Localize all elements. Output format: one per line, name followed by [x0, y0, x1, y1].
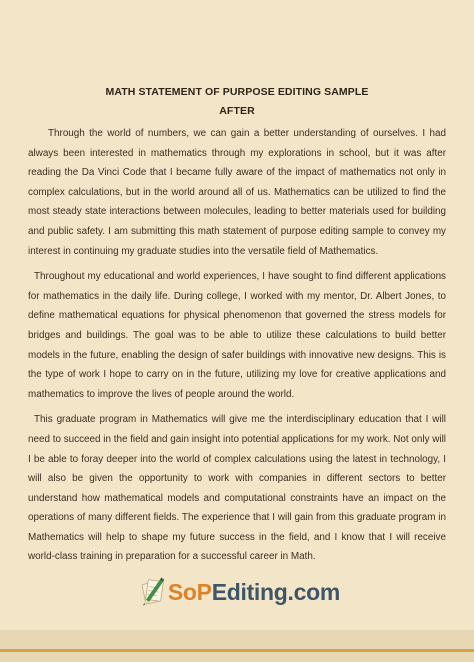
document-subtitle: AFTER — [219, 105, 255, 117]
paragraph-3: This graduate program in Mathematics will give me the interdisciplinary education that I will need to succeed in the field and gain insight into potential applications for my work. Not only will I be able to foray deeper into the world of complex calculations using the latest in technology, I will also be given the opportunity to work with companies in different sectors to better understand how mathematical models and computational constraints have an impact on the operations of many different fields. The experience that I will gain from this graduate program in Mathematics will help to shape my future success in the field, and I know that I will receive world-class training in preparation for a successful career in Math. — [28, 414, 446, 563]
paragraph-1: Through the world of numbers, we can gain a better understanding of ourselves. I had always been interested in mathematics through my explorations in school, but it was after reading the Da Vinci Code that I became fully aware of the impact of mathematics not only in complex calculations, but in the world around all of us. Mathematics can be utilized to find the most steady state interactions between molecules, leading to better materials used for building and public safety. I am submitting this math statement of purpose editing sample to convey my interest in continuing my graduate studies into the versatile field of Mathematics. — [28, 128, 446, 257]
brand-part-sop: SoP — [167, 578, 212, 605]
paragraph-2: Throughout my educational and world experiences, I have sought to find different applications for mathematics in the daily life. During college, I worked with my mentor, Dr. Albert Jones, to define mathematical equations for physical phenomenon that governed the stress models for bridges and buildings. The goal was to be able to utilize these calculations to build better models in the future, enabling the design of safer buildings with innovative new designs. This is the type of work I hope to carry on in the future, utilizing my love for creative applications and mathematics to improve the lives of people around the world. — [28, 271, 446, 400]
pencil-paper-icon — [140, 572, 166, 612]
brand-part-editing: Editing.com — [211, 578, 340, 605]
document-body — [28, 124, 446, 573]
document-title: MATH STATEMENT OF PURPOSE EDITING SAMPLE — [105, 86, 369, 98]
brand-logo — [140, 572, 340, 612]
footer-accent-line — [0, 649, 474, 652]
footer-band — [0, 630, 474, 662]
brand-wordmark — [168, 579, 340, 606]
